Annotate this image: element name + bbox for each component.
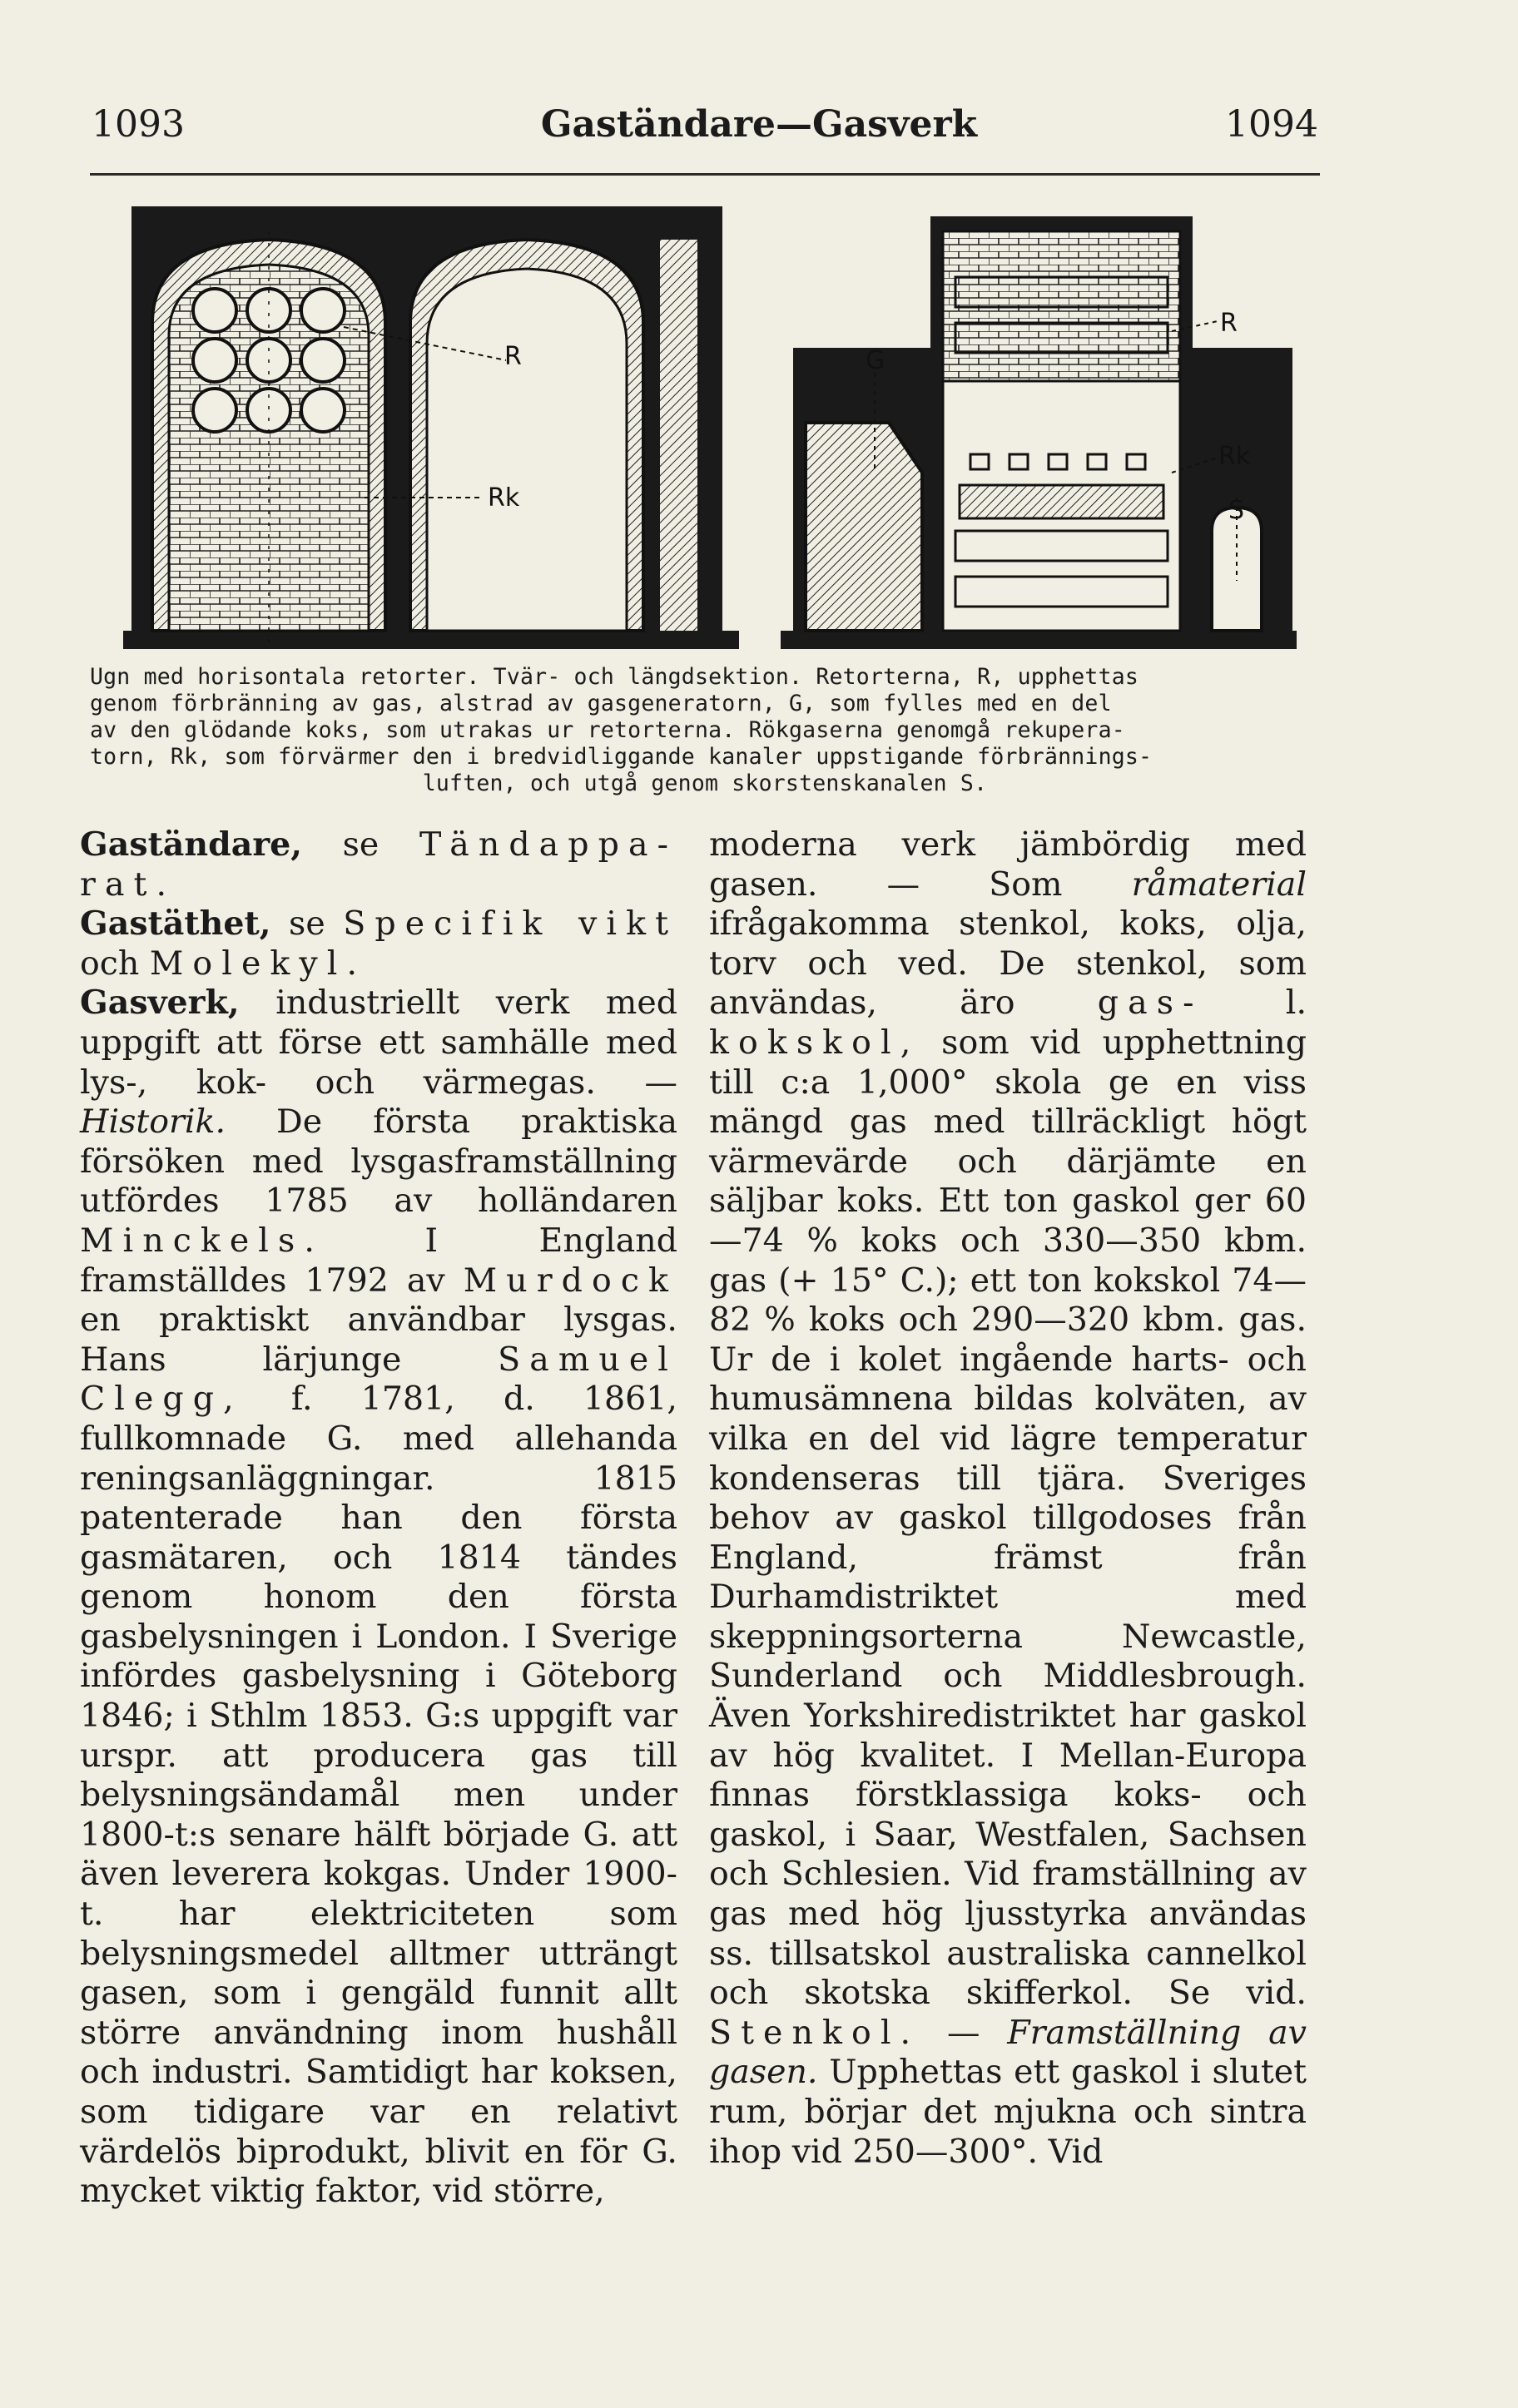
page-number-left: 1093: [92, 103, 185, 146]
caption-line: genom förbränning av gas, alstrad av gasgeneratorn, G, som fylles med en del: [90, 691, 1112, 716]
cross-reference: Stenkol.: [709, 2013, 920, 2052]
label-r-left: R: [504, 342, 522, 371]
label-rk-left: Rk: [488, 483, 520, 513]
furnace-illustration: [90, 198, 1320, 664]
caption-line: torn, Rk, som förvärmer den i bredvidliggande kanaler uppstigande förbrännings-: [90, 744, 1153, 770]
headword: Gasverk,: [80, 984, 240, 1023]
headword: Gastäthet,: [80, 904, 271, 944]
furnace-drawing: [90, 198, 1320, 664]
entry-gasverk: Gasverk, industriellt verk med uppgift att förse ett samhälle med lys-, kok- och värmegas. — Historik. De första praktiska försöken med lysgasframställning utfördes 1785 av holländaren Minckels. I England framställdes 1792 av Murdock en praktiskt användbar lysgas. Hans lärjunge Samuel Clegg, f. 1781, d. 1861, fullkomnade G. med allehanda reningsanläggningar. 1815 patenterade han den första gasmätaren, och 1814 tändes genom honom den första gasbelysningen i London. I Sverige infördes gasbelysning i Göteborg 1846; i Sthlm 1853. G:s uppgift var urspr. att producera gas till belysningsändamål men under 1800-t:s senare hälft började G. att även leverera kokgas. Under 1900-t. har elektriciteten som belysningsmedel alltmer utträngt gasen, som i gengäld funnit allt större användning inom hushåll och industri. Samtidigt har koksen, som tidigare var en relativt värdelös biprodukt, blivit en för G. mycket viktig faktor, vid större,: [80, 984, 677, 2211]
right-column: [709, 825, 1307, 2172]
entry-gastandare: Gaständare, se Tändappa-rat.: [80, 825, 677, 904]
figure-caption: [90, 664, 1320, 797]
caption-line: av den glödande koks, som utrakas ur retorterna. Rökgaserna genomgå rekupera-: [90, 717, 1125, 743]
label-g: G: [866, 346, 886, 375]
cross-reference: Molekyl.: [149, 944, 367, 983]
caption-line: Ugn med horisontala retorter. Tvär- och längdsektion. Retorterna, R, upphettas: [90, 664, 1139, 690]
label-s: S: [1228, 496, 1245, 525]
entry-gastathet: Gastäthet, se Specifik vikt och Molekyl.: [80, 904, 677, 983]
longitudinal-section: [781, 216, 1297, 649]
headword: Gaständare,: [80, 825, 303, 864]
cross-section: [123, 206, 739, 649]
running-title: Gaständare—Gasverk: [540, 103, 978, 146]
left-column: [80, 825, 677, 2212]
caption-line: luften, och utgå genom skorstenskanalen S.: [422, 770, 988, 796]
cross-reference: Specifik vikt: [343, 904, 677, 944]
page-number-right: 1094: [1225, 103, 1318, 146]
header-rule: [90, 173, 1320, 176]
entry-gasverk-continued: moderna verk jämbördig med gasen. — Som råmaterial ifrågakomma stenkol, koks, olja, torv och ved. De stenkol, som användas, äro gas- l. kokskol, som vid upphettning till c:a 1,000° skola ge en viss mängd gas med tillräckligt högt värmevärde och därjämte en säljbar koks. Ett ton gaskol ger 60—74 % koks och 330—350 kbm. gas (+ 15° C.); ett ton kokskol 74—82 % koks och 290—320 kbm. gas. Ur de i kolet ingående harts- och humusämnena bildas kolväten, av vilka en del vid lägre temperatur kondenseras till tjära. Sveriges behov av gaskol tillgodoses från England, främst från Durhamdistriktet med skeppningsorterna Newcastle, Sunderland och Middlesbrough. Även Yorkshiredistriktet har gaskol av hög kvalitet. I Mellan-Europa finnas förstklassiga koks- och gaskol, i Saar, Westfalen, Sachsen och Schlesien. Vid framställning av gas med hög ljusstyrka användas ss. tillsatskol australiska cannelkol och skotska skifferkol. Se vid. Stenkol. — Framställning av gasen. Upphettas ett gaskol i slutet rum, börjar det mjukna och sintra ihop vid 250—300°. Vid: [709, 825, 1307, 2171]
label-rk-right: Rk: [1218, 442, 1251, 471]
cross-reference: Tändappa-rat.: [80, 825, 677, 904]
label-r-right: R: [1220, 309, 1238, 338]
